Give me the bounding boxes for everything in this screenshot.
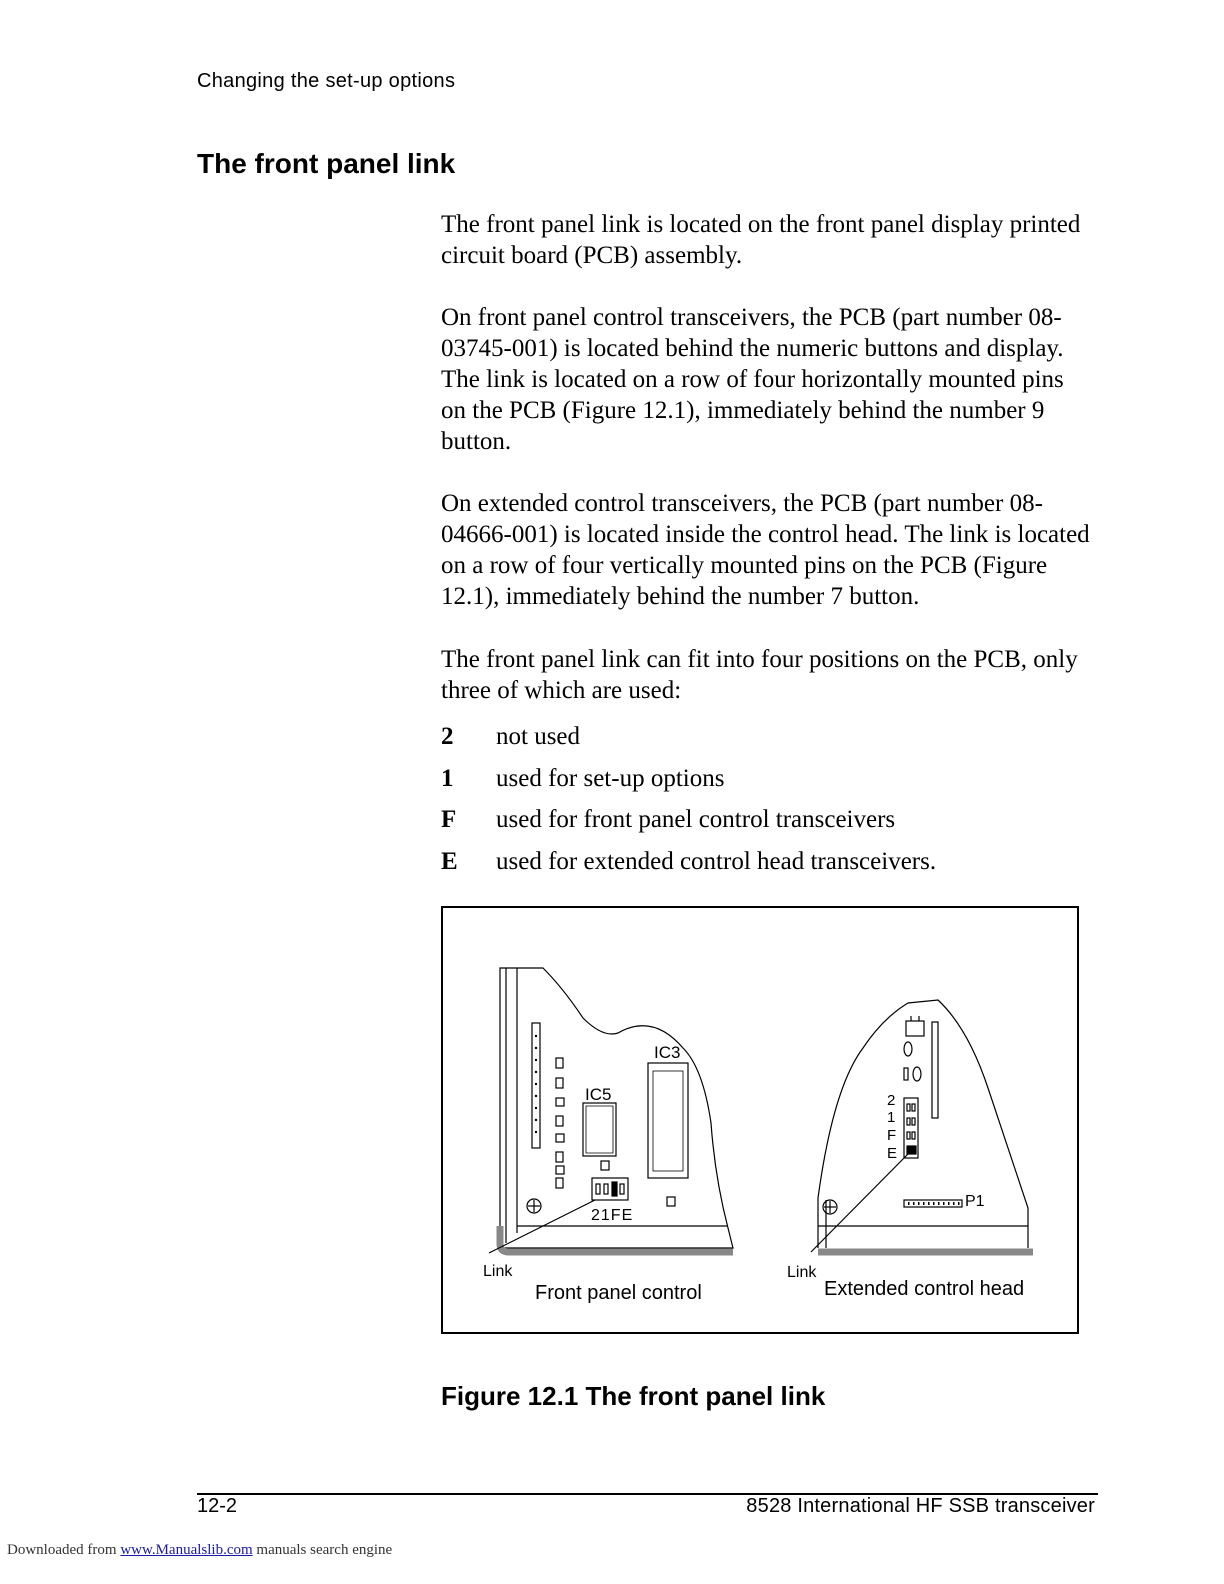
position-item [441, 799, 1091, 841]
positions-list [441, 716, 1091, 883]
page-number: 12-2 [197, 1495, 238, 1517]
download-note-prefix: Downloaded from [7, 1542, 117, 1558]
position-description: not used [496, 722, 581, 750]
paragraph-extended-control: On extended control transceivers, the PCB (part number 08-04666-001) is located inside the control head. The link is located on a row of four vertically mounted pins on the PCB (Figure 12.1), immediately behind the number 7 button. [441, 490, 1090, 610]
p1-connector-pins [908, 1202, 960, 1205]
position-description: used for extended control head transceivers. [496, 847, 937, 875]
figure-caption: Figure 12.1 The front panel link [441, 1381, 826, 1411]
front-panel-pin-labels: 21FE [591, 1207, 634, 1224]
ic3-label: IC3 [654, 1043, 681, 1062]
position-item [441, 758, 1091, 800]
pcb-illustration [443, 908, 1081, 1336]
download-note [7, 1542, 392, 1559]
position-item [441, 716, 1091, 758]
paragraph-location: The front panel link is located on the front panel display printed circuit board (PCB) assembly. [441, 211, 1081, 269]
position-item [441, 841, 1091, 883]
extended-pin-label-f: F [887, 1127, 897, 1144]
position-key: 2 [441, 722, 454, 750]
paragraph-positions-intro: The front panel link can fit into four positions on the PCB, only three of which are used: [441, 646, 1078, 704]
figure-12-1 [441, 906, 1079, 1334]
extended-pin-label-2: 2 [887, 1092, 896, 1109]
position-key: E [441, 847, 458, 875]
paragraph-front-panel-control: On front panel control transceivers, the PCB (part number 08-03745-001) is located behind the numeric buttons and display. The link is located on a row of four horizontally mounted pins on the PCB (Figure 12.1), immediately behind the number 9 button. [441, 304, 1064, 455]
position-key: F [441, 806, 457, 834]
position-description: used for set-up options [496, 764, 725, 792]
p1-label: P1 [965, 1193, 985, 1210]
section-title: The front panel link [197, 148, 456, 179]
front-panel-control-label: Front panel control [535, 1282, 702, 1304]
extended-control-head-label: Extended control head [824, 1278, 1025, 1300]
manualslib-link[interactable]: www.Manualslib.com [120, 1542, 253, 1558]
download-note-suffix: manuals search engine [256, 1542, 393, 1558]
running-head: Changing the set-up options [197, 70, 456, 92]
extended-pin-label-1: 1 [887, 1109, 896, 1126]
position-key: 1 [441, 764, 454, 792]
extended-head-pcb-drawing [811, 1000, 1033, 1252]
extended-pin-label-e: E [887, 1145, 898, 1162]
front-panel-link-label: Link [483, 1263, 513, 1280]
footer-title: 8528 International HF SSB transceiver [746, 1495, 1095, 1517]
front-panel-header-dots [535, 1035, 537, 1133]
position-description: used for front panel control transceivers [496, 806, 896, 834]
extended-link-label: Link [787, 1264, 817, 1281]
ic5-label: IC5 [585, 1085, 612, 1104]
